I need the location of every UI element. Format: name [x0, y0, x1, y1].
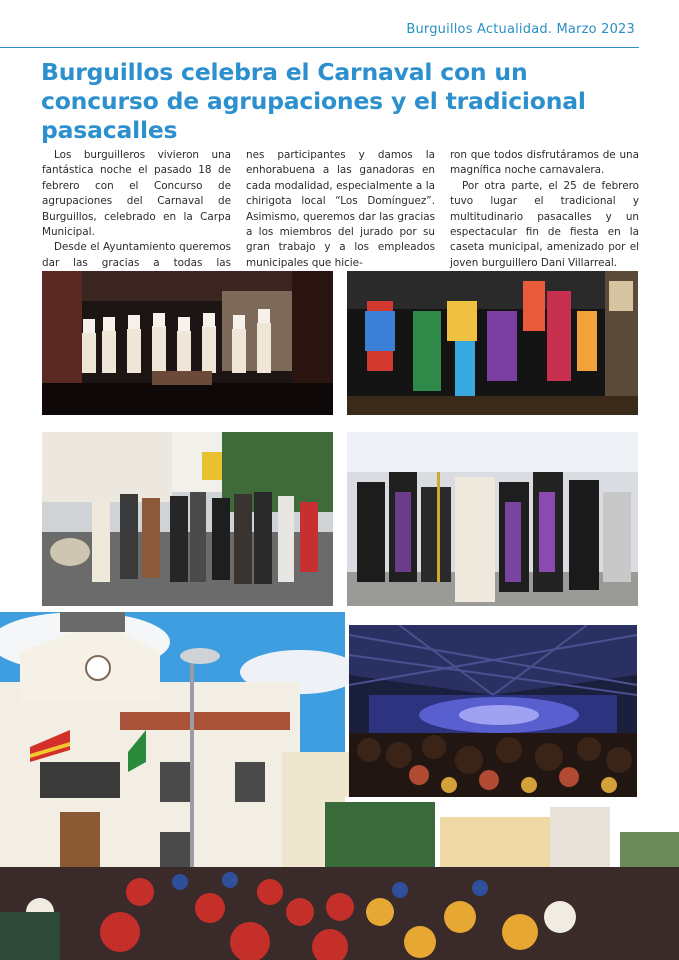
photo-costumes-display: [347, 271, 638, 415]
photo-stage-performance: [42, 271, 333, 415]
text-column-2: [246, 148, 435, 269]
text-column-1: [42, 148, 231, 269]
paragraph: Desde el Ayuntamiento queremos dar las gracias a todas las: [42, 241, 231, 269]
paragraph: nes participantes y damos la enhorabuena a las ganadoras en cada modalidad, especialmente a la chirigota local “Los Domínguez”. Asimismo, queremos dar las gracias a los miembros del jurado por su gran trabajo y a los empleados municipales que hicie-: [246, 149, 435, 269]
article-body: [42, 148, 639, 269]
header-rule: [0, 47, 639, 48]
text-column-3: [450, 148, 639, 269]
paragraph: Los burguilleros vivieron una fantástica noche el pasado 18 de febrero con el Concurso de agrupaciones del Carnaval de Burguillos, celebrado en la Carpa Municipal.: [42, 149, 231, 239]
paragraph: Por otra parte, el 25 de febrero tuvo lugar el tradicional y multitudinario pasacalles y un espectacular fin de fiesta en la caseta municipal, amenizado por el joven burguillero Dani Villarreal.: [450, 179, 639, 269]
paragraph: ron que todos disfrutáramos de una magnífica noche carnavalera.: [450, 149, 639, 177]
article-title: Burguillos celebra el Carnaval con un concurso de agrupaciones y el tradicional pasacalles: [41, 58, 586, 144]
photo-caseta-party: [349, 625, 637, 797]
photo-religious-costume-group: [347, 432, 638, 606]
photo-street-costume-group: [42, 432, 333, 606]
running-header: Burguillos Actualidad. Marzo 2023: [406, 22, 635, 37]
